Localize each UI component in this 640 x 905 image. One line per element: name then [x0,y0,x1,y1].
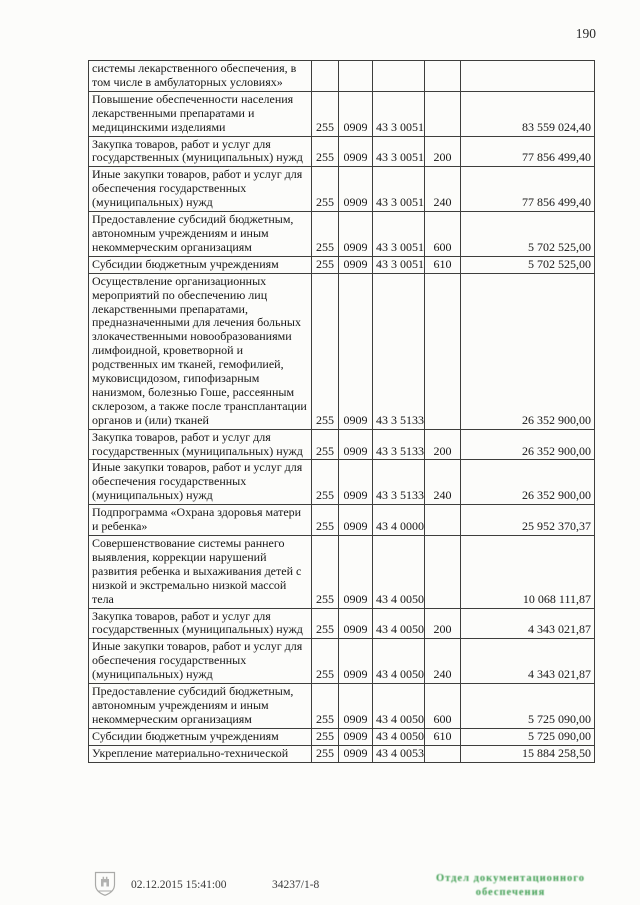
cell-target-article: 43 4 0050 [373,536,425,609]
cell-grbs-code [312,61,339,92]
cell-section-code: 0909 [339,212,373,257]
cell-target-article: 43 4 0000 [373,505,425,536]
document-footer [0,866,640,905]
cell-expense-type [425,505,461,536]
cell-expense-type: 600 [425,212,461,257]
cell-amount: 26 352 900,00 [461,429,595,460]
cell-target-article: 43 4 0050 [373,728,425,745]
cell-grbs-code: 255 [312,167,339,212]
cell-description: Подпрограмма «Охрана здоровья матери и ребенка» [89,505,312,536]
cell-amount: 26 352 900,00 [461,273,595,429]
cell-amount: 10 068 111,87 [461,536,595,609]
footer-datetime: 02.12.2015 15:41:00 [131,879,227,891]
cell-amount: 77 856 499,40 [461,167,595,212]
cell-section-code: 0909 [339,91,373,136]
cell-amount: 15 884 258,50 [461,745,595,762]
cell-expense-type: 600 [425,684,461,729]
cell-description: Закупка товаров, работ и услуг для государственных (муниципальных) нужд [89,136,312,167]
cell-grbs-code: 255 [312,745,339,762]
budget-table [88,60,595,763]
cell-description: Укрепление материально-технической [89,745,312,762]
cell-expense-type: 200 [425,136,461,167]
table-row [89,91,595,136]
cell-section-code [339,61,373,92]
budget-table-body [89,61,595,763]
cell-target-article: 43 3 0051 [373,136,425,167]
cell-target-article: 43 4 0050 [373,684,425,729]
cell-amount: 5 702 525,00 [461,212,595,257]
cell-section-code: 0909 [339,256,373,273]
cell-section-code: 0909 [339,505,373,536]
cell-description: Закупка товаров, работ и услуг для государственных (муниципальных) нужд [89,608,312,639]
cell-expense-type [425,745,461,762]
cell-target-article: 43 3 0051 [373,256,425,273]
cell-amount: 4 343 021,87 [461,608,595,639]
cell-amount: 25 952 370,37 [461,505,595,536]
cell-section-code: 0909 [339,273,373,429]
cell-description: Повышение обеспеченности населения лекарственными препаратами и медицинскими изделиями [89,91,312,136]
cell-expense-type: 610 [425,256,461,273]
cell-section-code: 0909 [339,608,373,639]
cell-amount: 26 352 900,00 [461,460,595,505]
cell-grbs-code: 255 [312,505,339,536]
cell-grbs-code: 255 [312,429,339,460]
cell-section-code: 0909 [339,639,373,684]
table-row [89,167,595,212]
cell-section-code: 0909 [339,536,373,609]
department-stamp [418,872,603,900]
cell-description: Иные закупки товаров, работ и услуг для обеспечения государственных (муниципальных) нужд [89,639,312,684]
cell-description: системы лекарственного обеспечения, в том числе в амбулаторных условиях» [89,61,312,92]
table-row [89,212,595,257]
cell-target-article: 43 4 0050 [373,639,425,684]
cell-expense-type [425,273,461,429]
cell-expense-type [425,536,461,609]
cell-grbs-code: 255 [312,460,339,505]
cell-grbs-code: 255 [312,536,339,609]
cell-section-code: 0909 [339,167,373,212]
table-row [89,745,595,762]
cell-amount [461,61,595,92]
cell-expense-type: 610 [425,728,461,745]
cell-grbs-code: 255 [312,684,339,729]
cell-grbs-code: 255 [312,212,339,257]
table-row [89,256,595,273]
stamp-line-1: Отдел документационного [435,873,586,884]
cell-expense-type: 200 [425,429,461,460]
cell-amount: 83 559 024,40 [461,91,595,136]
cell-section-code: 0909 [339,429,373,460]
cell-description: Предоставление субсидий бюджетным, автономным учреждениям и иным некоммерческим организациям [89,212,312,257]
cell-grbs-code: 255 [312,273,339,429]
table-row [89,273,595,429]
cell-expense-type: 240 [425,167,461,212]
cell-description: Субсидии бюджетным учреждениям [89,256,312,273]
cell-expense-type: 240 [425,460,461,505]
table-row [89,505,595,536]
table-row [89,639,595,684]
coat-of-arms-icon [93,870,117,898]
table-row [89,136,595,167]
cell-grbs-code: 255 [312,608,339,639]
cell-target-article: 43 3 5133 [373,429,425,460]
cell-description: Предоставление субсидий бюджетным, автономным учреждениям и иным некоммерческим организациям [89,684,312,729]
cell-target-article: 43 3 0051 [373,91,425,136]
cell-amount: 4 343 021,87 [461,639,595,684]
cell-amount: 5 725 090,00 [461,728,595,745]
cell-section-code: 0909 [339,728,373,745]
table-row [89,429,595,460]
cell-expense-type: 240 [425,639,461,684]
cell-amount: 5 702 525,00 [461,256,595,273]
cell-description: Осуществление организационных мероприятий по обеспечению лиц лекарственными препаратами, предназначенными для лечения больных злокачественными новообразованиями лимфоидной, кроветворной и родственных им тканей, гемофилией, муковисцидозом, гипофизарным нанизмом, болезнью Гоше, рассеянным склерозом, а также после трансплантации органов и (или) тканей [89,273,312,429]
cell-section-code: 0909 [339,136,373,167]
stamp-line-2: обеспечения [475,887,546,899]
cell-description: Иные закупки товаров, работ и услуг для обеспечения государственных (муниципальных) нужд [89,460,312,505]
cell-target-article: 43 3 0051 [373,167,425,212]
table-row [89,460,595,505]
cell-target-article [373,61,425,92]
cell-amount: 77 856 499,40 [461,136,595,167]
cell-description: Иные закупки товаров, работ и услуг для обеспечения государственных (муниципальных) нужд [89,167,312,212]
cell-grbs-code: 255 [312,256,339,273]
cell-target-article: 43 3 0051 [373,212,425,257]
cell-grbs-code: 255 [312,639,339,684]
table-row [89,61,595,92]
cell-section-code: 0909 [339,745,373,762]
cell-target-article: 43 4 0050 [373,608,425,639]
cell-section-code: 0909 [339,684,373,729]
cell-target-article: 43 3 5133 [373,273,425,429]
cell-expense-type [425,91,461,136]
table-row [89,684,595,729]
cell-expense-type [425,61,461,92]
cell-description: Совершенствование системы раннего выявления, коррекции нарушений развития ребенка и выхаживания детей с низкой и экстремально низкой массой тела [89,536,312,609]
cell-description: Субсидии бюджетным учреждениям [89,728,312,745]
page-number: 190 [575,26,596,41]
cell-target-article: 43 4 0053 [373,745,425,762]
table-row [89,536,595,609]
cell-target-article: 43 3 5133 [373,460,425,505]
footer-registration-number: 34237/1-8 [272,879,320,891]
cell-grbs-code: 255 [312,728,339,745]
cell-grbs-code: 255 [312,136,339,167]
cell-description: Закупка товаров, работ и услуг для государственных (муниципальных) нужд [89,429,312,460]
cell-expense-type: 200 [425,608,461,639]
cell-amount: 5 725 090,00 [461,684,595,729]
cell-section-code: 0909 [339,460,373,505]
cell-grbs-code: 255 [312,91,339,136]
table-row [89,608,595,639]
table-row [89,728,595,745]
